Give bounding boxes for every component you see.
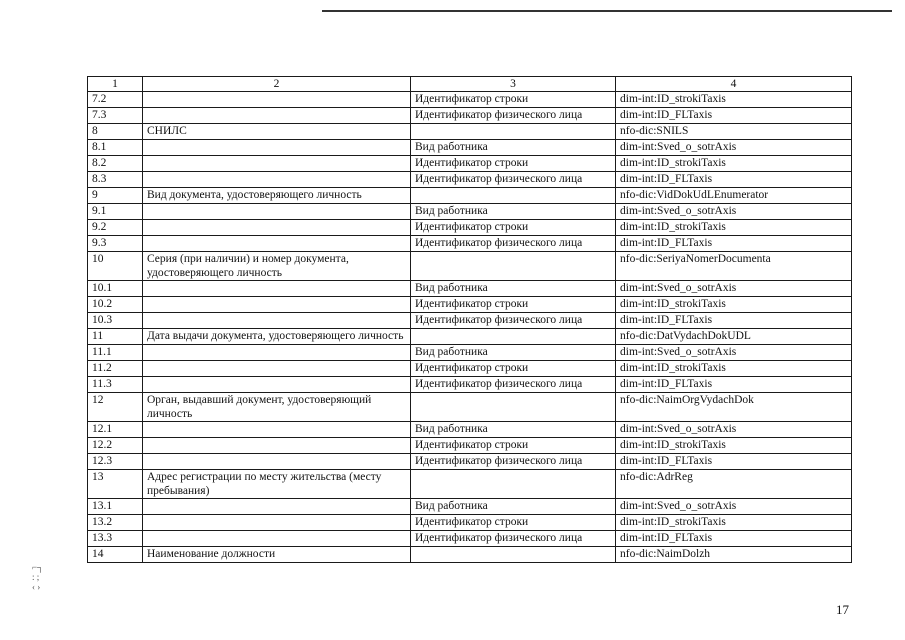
row-name-cell	[143, 454, 411, 470]
table-row	[88, 92, 852, 108]
table-row	[88, 361, 852, 377]
table-row	[88, 156, 852, 172]
row-name-cell: Наименование должности	[143, 547, 411, 563]
row-name-cell	[143, 531, 411, 547]
table-header-row	[88, 77, 852, 92]
row-code-cell: nfo-dic:DatVydachDokUDL	[616, 329, 852, 345]
margin-scribble: ⌐┐ : ; ‹ ›	[32, 562, 44, 592]
row-code-cell: nfo-dic:VidDokUdLEnumerator	[616, 188, 852, 204]
row-name-cell	[143, 236, 411, 252]
row-name-cell: СНИЛС	[143, 124, 411, 140]
row-name-cell	[143, 499, 411, 515]
row-type-cell	[411, 393, 616, 422]
row-type-cell: Вид работника	[411, 204, 616, 220]
column-header-1: 1	[88, 77, 143, 92]
table-row	[88, 124, 852, 140]
row-number-cell: 12.2	[88, 438, 143, 454]
row-code-cell: dim-int:ID_strokiTaxis	[616, 220, 852, 236]
row-code-cell: nfo-dic:AdrReg	[616, 470, 852, 499]
row-number-cell: 13	[88, 470, 143, 499]
row-code-cell: dim-int:ID_strokiTaxis	[616, 156, 852, 172]
row-type-cell: Идентификатор физического лица	[411, 108, 616, 124]
table-row	[88, 204, 852, 220]
row-code-cell: nfo-dic:SNILS	[616, 124, 852, 140]
row-name-cell: Орган, выдавший документ, удостоверяющий личность	[143, 393, 411, 422]
row-type-cell: Вид работника	[411, 140, 616, 156]
table-row	[88, 531, 852, 547]
row-number-cell: 10.3	[88, 313, 143, 329]
row-name-cell	[143, 377, 411, 393]
row-number-cell: 11.1	[88, 345, 143, 361]
row-name-cell	[143, 281, 411, 297]
row-type-cell: Идентификатор строки	[411, 438, 616, 454]
row-code-cell: dim-int:ID_FLTaxis	[616, 377, 852, 393]
row-code-cell: dim-int:ID_FLTaxis	[616, 108, 852, 124]
row-code-cell: dim-int:ID_FLTaxis	[616, 531, 852, 547]
row-name-cell	[143, 204, 411, 220]
row-type-cell	[411, 470, 616, 499]
row-type-cell: Идентификатор строки	[411, 297, 616, 313]
row-code-cell: dim-int:ID_strokiTaxis	[616, 92, 852, 108]
row-type-cell: Вид работника	[411, 499, 616, 515]
row-number-cell: 8.3	[88, 172, 143, 188]
table-row	[88, 454, 852, 470]
row-number-cell: 14	[88, 547, 143, 563]
table-row	[88, 377, 852, 393]
row-number-cell: 7.3	[88, 108, 143, 124]
row-type-cell: Идентификатор строки	[411, 515, 616, 531]
row-code-cell: nfo-dic:SeriyaNomerDocumenta	[616, 252, 852, 281]
column-header-2: 2	[143, 77, 411, 92]
table-row	[88, 252, 852, 281]
row-name-cell: Дата выдачи документа, удостоверяющего личность	[143, 329, 411, 345]
taxonomy-table	[87, 76, 852, 563]
row-code-cell: dim-int:Sved_o_sotrAxis	[616, 281, 852, 297]
row-number-cell: 9.3	[88, 236, 143, 252]
row-name-cell	[143, 156, 411, 172]
row-type-cell	[411, 252, 616, 281]
row-name-cell	[143, 220, 411, 236]
row-code-cell: dim-int:Sved_o_sotrAxis	[616, 204, 852, 220]
row-code-cell: nfo-dic:NaimDolzh	[616, 547, 852, 563]
row-type-cell: Идентификатор строки	[411, 156, 616, 172]
row-number-cell: 12.3	[88, 454, 143, 470]
row-type-cell: Идентификатор физического лица	[411, 172, 616, 188]
row-name-cell: Вид документа, удостоверяющего личность	[143, 188, 411, 204]
row-code-cell: dim-int:ID_strokiTaxis	[616, 515, 852, 531]
table-row	[88, 393, 852, 422]
row-type-cell: Идентификатор физического лица	[411, 313, 616, 329]
row-number-cell: 11	[88, 329, 143, 345]
row-code-cell: dim-int:ID_strokiTaxis	[616, 297, 852, 313]
row-number-cell: 8.1	[88, 140, 143, 156]
row-type-cell: Идентификатор строки	[411, 361, 616, 377]
table-row	[88, 499, 852, 515]
table-row	[88, 422, 852, 438]
row-type-cell: Идентификатор физического лица	[411, 531, 616, 547]
row-code-cell: dim-int:Sved_o_sotrAxis	[616, 345, 852, 361]
row-code-cell: dim-int:Sved_o_sotrAxis	[616, 499, 852, 515]
row-type-cell	[411, 329, 616, 345]
row-type-cell	[411, 124, 616, 140]
table-row	[88, 281, 852, 297]
row-number-cell: 7.2	[88, 92, 143, 108]
top-rule	[322, 10, 892, 12]
column-header-3: 3	[411, 77, 616, 92]
row-name-cell	[143, 515, 411, 531]
row-code-cell: dim-int:Sved_o_sotrAxis	[616, 422, 852, 438]
row-type-cell: Идентификатор строки	[411, 92, 616, 108]
table-row	[88, 188, 852, 204]
row-code-cell: dim-int:ID_FLTaxis	[616, 172, 852, 188]
table-row	[88, 108, 852, 124]
row-number-cell: 9	[88, 188, 143, 204]
row-type-cell	[411, 188, 616, 204]
row-type-cell: Идентификатор строки	[411, 220, 616, 236]
row-number-cell: 13.1	[88, 499, 143, 515]
row-name-cell	[143, 422, 411, 438]
row-code-cell: dim-int:ID_strokiTaxis	[616, 438, 852, 454]
row-name-cell	[143, 140, 411, 156]
row-code-cell: nfo-dic:NaimOrgVydachDok	[616, 393, 852, 422]
table-row	[88, 297, 852, 313]
row-name-cell	[143, 108, 411, 124]
row-number-cell: 10	[88, 252, 143, 281]
row-name-cell	[143, 297, 411, 313]
table-row	[88, 515, 852, 531]
row-type-cell: Вид работника	[411, 345, 616, 361]
row-number-cell: 13.3	[88, 531, 143, 547]
row-name-cell	[143, 313, 411, 329]
row-name-cell	[143, 438, 411, 454]
page-number: 17	[836, 602, 849, 617]
row-number-cell: 12.1	[88, 422, 143, 438]
row-number-cell: 13.2	[88, 515, 143, 531]
row-name-cell	[143, 172, 411, 188]
row-type-cell	[411, 547, 616, 563]
row-number-cell: 11.2	[88, 361, 143, 377]
row-number-cell: 11.3	[88, 377, 143, 393]
row-number-cell: 8	[88, 124, 143, 140]
row-number-cell: 8.2	[88, 156, 143, 172]
row-number-cell: 9.1	[88, 204, 143, 220]
row-code-cell: dim-int:Sved_o_sotrAxis	[616, 140, 852, 156]
row-number-cell: 10.2	[88, 297, 143, 313]
table-row	[88, 438, 852, 454]
table-row	[88, 345, 852, 361]
row-name-cell	[143, 345, 411, 361]
row-type-cell: Вид работника	[411, 281, 616, 297]
row-type-cell: Идентификатор физического лица	[411, 236, 616, 252]
row-number-cell: 12	[88, 393, 143, 422]
row-code-cell: dim-int:ID_FLTaxis	[616, 313, 852, 329]
table-row	[88, 547, 852, 563]
table-row	[88, 220, 852, 236]
row-number-cell: 10.1	[88, 281, 143, 297]
row-number-cell: 9.2	[88, 220, 143, 236]
row-name-cell	[143, 92, 411, 108]
row-code-cell: dim-int:ID_strokiTaxis	[616, 361, 852, 377]
row-name-cell: Серия (при наличии) и номер документа, удостоверяющего личность	[143, 252, 411, 281]
row-type-cell: Идентификатор физического лица	[411, 454, 616, 470]
row-name-cell: Адрес регистрации по месту жительства (месту пребывания)	[143, 470, 411, 499]
table-row	[88, 140, 852, 156]
row-code-cell: dim-int:ID_FLTaxis	[616, 454, 852, 470]
row-code-cell: dim-int:ID_FLTaxis	[616, 236, 852, 252]
table-row	[88, 329, 852, 345]
table-row	[88, 313, 852, 329]
table-row	[88, 470, 852, 499]
row-type-cell: Вид работника	[411, 422, 616, 438]
table-row	[88, 236, 852, 252]
row-name-cell	[143, 361, 411, 377]
column-header-4: 4	[616, 77, 852, 92]
table-row	[88, 172, 852, 188]
row-type-cell: Идентификатор физического лица	[411, 377, 616, 393]
